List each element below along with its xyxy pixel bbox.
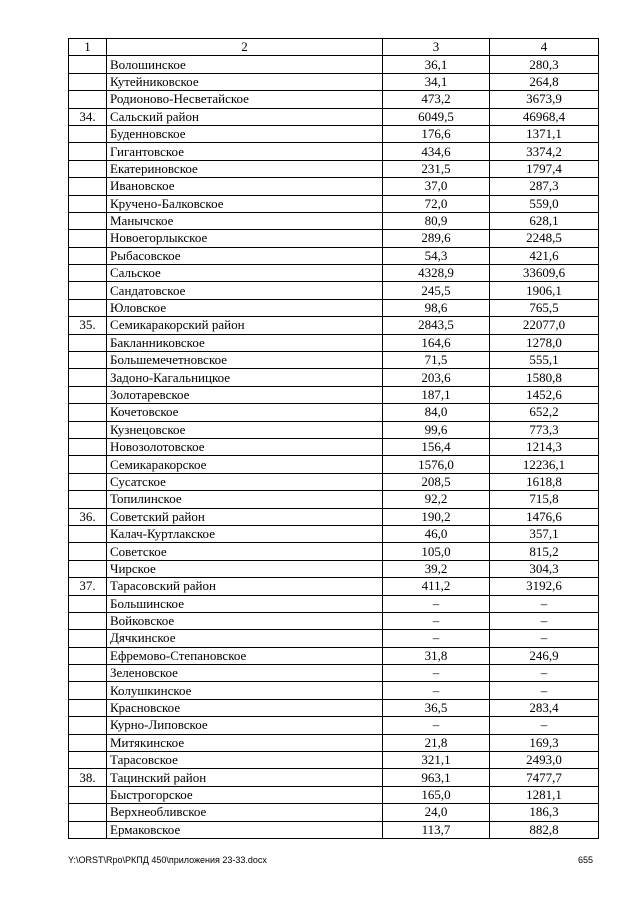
row-number-cell: [69, 265, 107, 282]
value-col3-cell: 113,7: [383, 821, 490, 838]
table-row: [69, 143, 599, 160]
table-row: [69, 456, 599, 473]
row-number-cell: 36.: [69, 508, 107, 525]
settlement-name-cell: Бакланниковское: [107, 334, 383, 351]
row-number-cell: [69, 247, 107, 264]
settlement-name-cell: Кручено-Балковское: [107, 195, 383, 212]
settlement-name-cell: Кузнецовское: [107, 421, 383, 438]
value-col3-cell: –: [383, 682, 490, 699]
value-col3-cell: 164,6: [383, 334, 490, 351]
value-col4-cell: 264,8: [490, 73, 599, 90]
table-row: [69, 804, 599, 821]
table-row: [69, 160, 599, 177]
row-number-cell: [69, 647, 107, 664]
value-col4-cell: 246,9: [490, 647, 599, 664]
value-col4-cell: 33609,6: [490, 265, 599, 282]
value-col4-cell: 773,3: [490, 421, 599, 438]
value-col4-cell: 280,3: [490, 56, 599, 73]
settlement-name-cell: Советское: [107, 543, 383, 560]
settlement-name-cell: Тарасовский район: [107, 578, 383, 595]
settlement-name-cell: Красновское: [107, 699, 383, 716]
value-col3-cell: 54,3: [383, 247, 490, 264]
row-number-cell: [69, 752, 107, 769]
value-col3-cell: 21,8: [383, 734, 490, 751]
table-row: [69, 125, 599, 142]
value-col4-cell: 3673,9: [490, 91, 599, 108]
table-row: [69, 682, 599, 699]
value-col3-cell: 37,0: [383, 178, 490, 195]
table-row: [69, 821, 599, 838]
value-col3-cell: 1576,0: [383, 456, 490, 473]
value-col4-cell: 652,2: [490, 404, 599, 421]
row-number-cell: [69, 717, 107, 734]
row-number-cell: [69, 699, 107, 716]
settlement-name-cell: Манычское: [107, 212, 383, 229]
value-col4-cell: 815,2: [490, 543, 599, 560]
value-col3-cell: 98,6: [383, 299, 490, 316]
table-row: [69, 508, 599, 525]
table-row: [69, 491, 599, 508]
table-row: [69, 317, 599, 334]
table-row: [69, 612, 599, 629]
value-col4-cell: –: [490, 682, 599, 699]
row-number-cell: [69, 352, 107, 369]
table-row: [69, 91, 599, 108]
row-number-cell: [69, 786, 107, 803]
settlement-name-cell: Золотаревское: [107, 386, 383, 403]
table-row: [69, 247, 599, 264]
row-number-cell: [69, 438, 107, 455]
settlement-name-cell: Буденновское: [107, 125, 383, 142]
table-row: [69, 386, 599, 403]
settlement-name-cell: Колушкинское: [107, 682, 383, 699]
table-row: [69, 265, 599, 282]
value-col3-cell: –: [383, 595, 490, 612]
row-number-cell: 38.: [69, 769, 107, 786]
footer-file-path: Y:\ORST\Rpo\РКПД 450\приложения 23-33.docx: [68, 855, 267, 865]
row-number-cell: [69, 160, 107, 177]
value-col4-cell: –: [490, 717, 599, 734]
value-col4-cell: 628,1: [490, 212, 599, 229]
table-row: [69, 647, 599, 664]
settlement-name-cell: Ермаковское: [107, 821, 383, 838]
row-number-cell: [69, 804, 107, 821]
settlement-name-cell: Большемечетновское: [107, 352, 383, 369]
settlement-name-cell: Топилинское: [107, 491, 383, 508]
settlement-name-cell: Рыбасовское: [107, 247, 383, 264]
row-number-cell: [69, 282, 107, 299]
value-col4-cell: 304,3: [490, 560, 599, 577]
settlement-name-cell: Ефремово-Степановское: [107, 647, 383, 664]
value-col3-cell: –: [383, 612, 490, 629]
table-row: [69, 404, 599, 421]
value-col4-cell: 1797,4: [490, 160, 599, 177]
value-col4-cell: 1618,8: [490, 473, 599, 490]
value-col3-cell: 165,0: [383, 786, 490, 803]
table-row: [69, 560, 599, 577]
value-col3-cell: 39,2: [383, 560, 490, 577]
row-number-cell: 37.: [69, 578, 107, 595]
value-col3-cell: 2843,5: [383, 317, 490, 334]
settlement-name-cell: Советский район: [107, 508, 383, 525]
row-number-cell: [69, 525, 107, 542]
row-number-cell: [69, 91, 107, 108]
table-row: [69, 717, 599, 734]
table-row: [69, 786, 599, 803]
row-number-cell: [69, 473, 107, 490]
row-number-cell: [69, 195, 107, 212]
value-col3-cell: 24,0: [383, 804, 490, 821]
table-row: [69, 699, 599, 716]
settlement-name-cell: Сальское: [107, 265, 383, 282]
settlement-name-cell: Дячкинское: [107, 630, 383, 647]
table-row: [69, 212, 599, 229]
table-row: [69, 543, 599, 560]
row-number-cell: 34.: [69, 108, 107, 125]
row-number-cell: [69, 491, 107, 508]
value-col3-cell: 36,5: [383, 699, 490, 716]
value-col4-cell: 1371,1: [490, 125, 599, 142]
settlement-name-cell: Родионово-Несветайское: [107, 91, 383, 108]
footer-page-number: 655: [578, 855, 594, 865]
value-col4-cell: –: [490, 595, 599, 612]
settlement-name-cell: Сандатовское: [107, 282, 383, 299]
row-number-cell: [69, 299, 107, 316]
settlement-name-cell: Большинское: [107, 595, 383, 612]
row-number-cell: [69, 682, 107, 699]
value-col4-cell: 2493,0: [490, 752, 599, 769]
value-col4-cell: 1476,6: [490, 508, 599, 525]
value-col3-cell: 321,1: [383, 752, 490, 769]
settlement-name-cell: Гигантовское: [107, 143, 383, 160]
table-row: [69, 282, 599, 299]
value-col4-cell: 22077,0: [490, 317, 599, 334]
value-col3-cell: 4328,9: [383, 265, 490, 282]
table-row: [69, 73, 599, 90]
value-col4-cell: 1214,3: [490, 438, 599, 455]
table-row: [69, 230, 599, 247]
row-number-cell: [69, 143, 107, 160]
value-col3-cell: 176,6: [383, 125, 490, 142]
row-number-cell: [69, 404, 107, 421]
value-col4-cell: –: [490, 630, 599, 647]
value-col4-cell: 715,8: [490, 491, 599, 508]
value-col3-cell: 72,0: [383, 195, 490, 212]
table-row: [69, 473, 599, 490]
value-col4-cell: 287,3: [490, 178, 599, 195]
row-number-cell: [69, 73, 107, 90]
row-number-cell: [69, 386, 107, 403]
table-row: [69, 369, 599, 386]
value-col3-cell: 473,2: [383, 91, 490, 108]
settlement-name-cell: Кутейниковское: [107, 73, 383, 90]
value-col4-cell: –: [490, 612, 599, 629]
settlement-name-cell: Калач-Куртлакское: [107, 525, 383, 542]
value-col3-cell: 411,2: [383, 578, 490, 595]
value-col4-cell: 3192,6: [490, 578, 599, 595]
value-col4-cell: 283,4: [490, 699, 599, 716]
value-col4-cell: 555,1: [490, 352, 599, 369]
table-row: [69, 108, 599, 125]
value-col3-cell: 80,9: [383, 212, 490, 229]
value-col3-cell: 203,6: [383, 369, 490, 386]
value-col4-cell: 357,1: [490, 525, 599, 542]
value-col3-cell: 99,6: [383, 421, 490, 438]
value-col3-cell: 963,1: [383, 769, 490, 786]
row-number-cell: [69, 665, 107, 682]
settlement-name-cell: Кочетовское: [107, 404, 383, 421]
value-col3-cell: –: [383, 630, 490, 647]
table-row: [69, 595, 599, 612]
settlement-name-cell: Екатериновское: [107, 160, 383, 177]
row-number-cell: [69, 543, 107, 560]
settlement-name-cell: Задоно-Кагальницкое: [107, 369, 383, 386]
value-col3-cell: 190,2: [383, 508, 490, 525]
row-number-cell: [69, 334, 107, 351]
value-col4-cell: 7477,7: [490, 769, 599, 786]
table-row: [69, 630, 599, 647]
value-col3-cell: 208,5: [383, 473, 490, 490]
settlement-name-cell: Войковское: [107, 612, 383, 629]
settlement-name-cell: Зеленовское: [107, 665, 383, 682]
row-number-cell: [69, 125, 107, 142]
value-col4-cell: 421,6: [490, 247, 599, 264]
row-number-cell: [69, 734, 107, 751]
table-row: [69, 438, 599, 455]
header-row: [69, 39, 599, 56]
settlement-name-cell: Сальский район: [107, 108, 383, 125]
value-col4-cell: 1278,0: [490, 334, 599, 351]
table-row: [69, 352, 599, 369]
settlement-name-cell: Сусатское: [107, 473, 383, 490]
settlement-name-cell: Новозолотовское: [107, 438, 383, 455]
value-col4-cell: 1452,6: [490, 386, 599, 403]
row-number-cell: [69, 456, 107, 473]
value-col3-cell: 105,0: [383, 543, 490, 560]
table-row: [69, 665, 599, 682]
row-number-cell: 35.: [69, 317, 107, 334]
value-col3-cell: 245,5: [383, 282, 490, 299]
row-number-cell: [69, 212, 107, 229]
settlement-name-cell: Быстрогорское: [107, 786, 383, 803]
settlement-name-cell: Волошинское: [107, 56, 383, 73]
settlement-name-cell: Ивановское: [107, 178, 383, 195]
value-col3-cell: 46,0: [383, 525, 490, 542]
row-number-cell: [69, 821, 107, 838]
value-col4-cell: 882,8: [490, 821, 599, 838]
table-row: [69, 178, 599, 195]
value-col4-cell: 1281,1: [490, 786, 599, 803]
row-number-cell: [69, 230, 107, 247]
settlement-name-cell: Чирское: [107, 560, 383, 577]
table-row: [69, 195, 599, 212]
settlement-name-cell: Семикаракорское: [107, 456, 383, 473]
value-col3-cell: 34,1: [383, 73, 490, 90]
settlement-name-cell: Митякинское: [107, 734, 383, 751]
value-col3-cell: 92,2: [383, 491, 490, 508]
row-number-cell: [69, 560, 107, 577]
value-col3-cell: 231,5: [383, 160, 490, 177]
value-col3-cell: 434,6: [383, 143, 490, 160]
value-col4-cell: 559,0: [490, 195, 599, 212]
settlement-name-cell: Курно-Липовское: [107, 717, 383, 734]
table-row: [69, 578, 599, 595]
value-col3-cell: 156,4: [383, 438, 490, 455]
value-col3-cell: 6049,5: [383, 108, 490, 125]
value-col4-cell: 12236,1: [490, 456, 599, 473]
table-row: [69, 734, 599, 751]
header-cell-1: 1: [69, 39, 107, 56]
table-row: [69, 769, 599, 786]
settlement-name-cell: Верхнеобливское: [107, 804, 383, 821]
value-col4-cell: 3374,2: [490, 143, 599, 160]
header-cell-3: 3: [383, 39, 490, 56]
value-col4-cell: 765,5: [490, 299, 599, 316]
value-col3-cell: –: [383, 717, 490, 734]
row-number-cell: [69, 595, 107, 612]
settlement-name-cell: Тарасовское: [107, 752, 383, 769]
row-number-cell: [69, 56, 107, 73]
value-col4-cell: 2248,5: [490, 230, 599, 247]
value-col4-cell: 169,3: [490, 734, 599, 751]
row-number-cell: [69, 178, 107, 195]
value-col3-cell: 31,8: [383, 647, 490, 664]
table-row: [69, 421, 599, 438]
settlement-name-cell: Тацинский район: [107, 769, 383, 786]
value-col3-cell: –: [383, 665, 490, 682]
value-col3-cell: 187,1: [383, 386, 490, 403]
row-number-cell: [69, 630, 107, 647]
value-col4-cell: 1906,1: [490, 282, 599, 299]
table-row: [69, 525, 599, 542]
value-col4-cell: –: [490, 665, 599, 682]
value-col3-cell: 71,5: [383, 352, 490, 369]
data-table: [68, 38, 599, 839]
value-col3-cell: 84,0: [383, 404, 490, 421]
value-col4-cell: 46968,4: [490, 108, 599, 125]
header-cell-2: 2: [107, 39, 383, 56]
value-col3-cell: 36,1: [383, 56, 490, 73]
table-row: [69, 299, 599, 316]
value-col3-cell: 289,6: [383, 230, 490, 247]
row-number-cell: [69, 612, 107, 629]
table-row: [69, 334, 599, 351]
table-row: [69, 752, 599, 769]
settlement-name-cell: Юловское: [107, 299, 383, 316]
header-cell-4: 4: [490, 39, 599, 56]
row-number-cell: [69, 421, 107, 438]
value-col4-cell: 186,3: [490, 804, 599, 821]
settlement-name-cell: Семикаракорский район: [107, 317, 383, 334]
settlement-name-cell: Новоегорлыкское: [107, 230, 383, 247]
table-row: [69, 56, 599, 73]
value-col4-cell: 1580,8: [490, 369, 599, 386]
table-body: [69, 39, 599, 839]
row-number-cell: [69, 369, 107, 386]
